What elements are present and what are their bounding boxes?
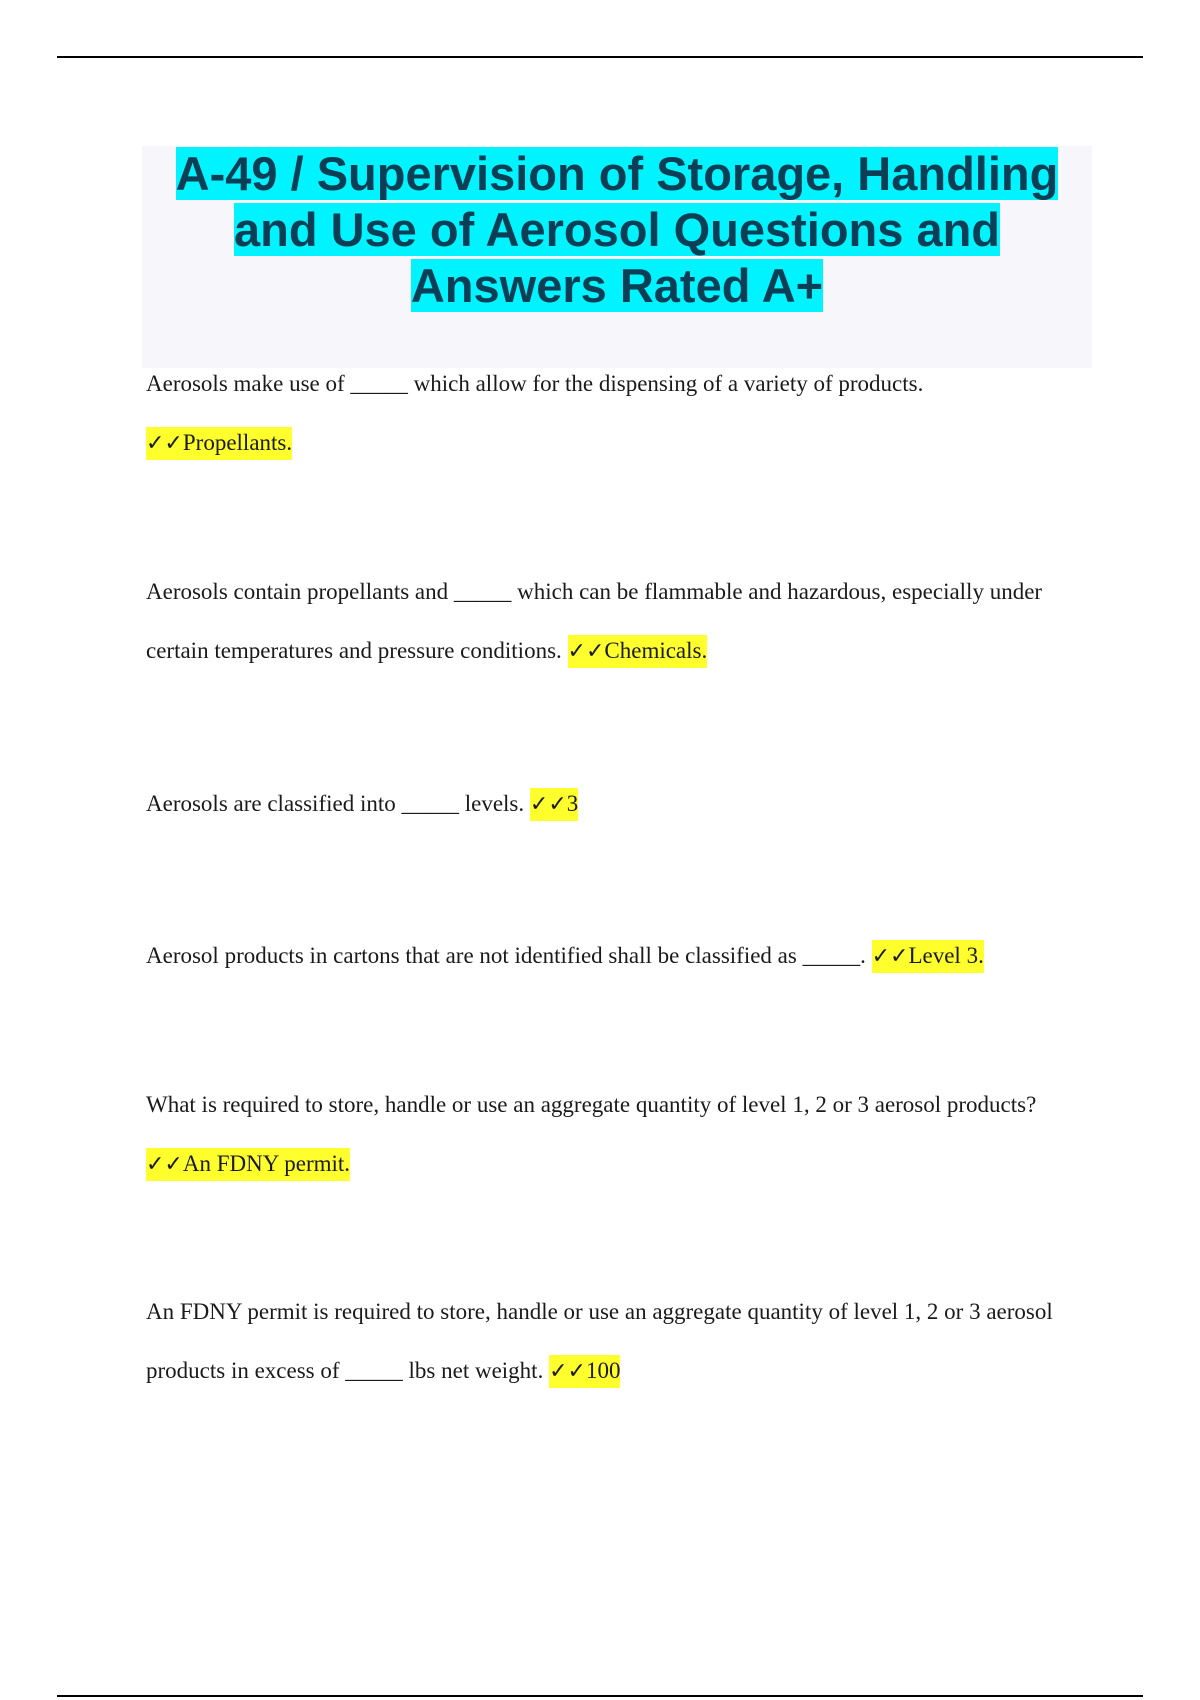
answer-text: Level 3. xyxy=(908,943,984,968)
answer-highlight xyxy=(146,427,292,460)
qa-item-6 xyxy=(146,1282,1106,1401)
check-icon: ✓✓ xyxy=(529,792,567,817)
top-rule xyxy=(57,56,1143,58)
qa-item-5 xyxy=(146,1075,1106,1194)
question-text: Aerosol products in cartons that are not identified shall be classified as _____. xyxy=(146,943,866,968)
document-title xyxy=(142,146,1092,314)
qa-item-4 xyxy=(146,926,1106,986)
answer-text: 3 xyxy=(566,791,579,816)
check-icon: ✓✓ xyxy=(146,431,183,456)
question-text: Aerosols are classified into _____ levels. xyxy=(146,791,525,816)
answer-text: An FDNY permit. xyxy=(182,1151,351,1176)
question-text: What is required to store, handle or use an aggregate quantity of level 1, 2 or 3 aerosol products? xyxy=(146,1092,1037,1117)
question-text: Aerosols make use of _____ which allow for the dispensing of a variety of products. xyxy=(146,371,924,396)
answer-text: Propellants. xyxy=(182,430,293,455)
answer-highlight xyxy=(530,788,578,821)
check-icon: ✓✓ xyxy=(549,1359,586,1384)
title-block xyxy=(142,146,1092,368)
check-icon: ✓✓ xyxy=(871,944,909,969)
answer-highlight xyxy=(872,940,984,973)
qa-item-1 xyxy=(146,354,1106,473)
answer-highlight xyxy=(568,635,708,668)
answer-text: 100 xyxy=(585,1358,621,1383)
answer-highlight xyxy=(549,1355,620,1388)
check-icon: ✓✓ xyxy=(146,1152,183,1177)
check-icon: ✓✓ xyxy=(567,639,605,664)
qa-item-3 xyxy=(146,774,1106,834)
answer-highlight xyxy=(146,1148,350,1181)
bottom-rule xyxy=(57,1695,1143,1697)
question-text: An FDNY permit is required to store, handle or use an aggregate quantity of level 1, 2 or 3 aerosol products in excess of _____ lbs net weight. xyxy=(146,1299,1053,1383)
question-text: Aerosols contain propellants and _____ which can be flammable and hazardous, especially under certain temperatures and pressure conditions. xyxy=(146,579,1043,663)
answer-text: Chemicals. xyxy=(604,638,708,663)
title-highlight: A-49 / Supervision of Storage, Handling and Use of Aerosol Questions and Answers Rated A+ xyxy=(175,147,1059,312)
qa-item-2 xyxy=(146,562,1106,681)
